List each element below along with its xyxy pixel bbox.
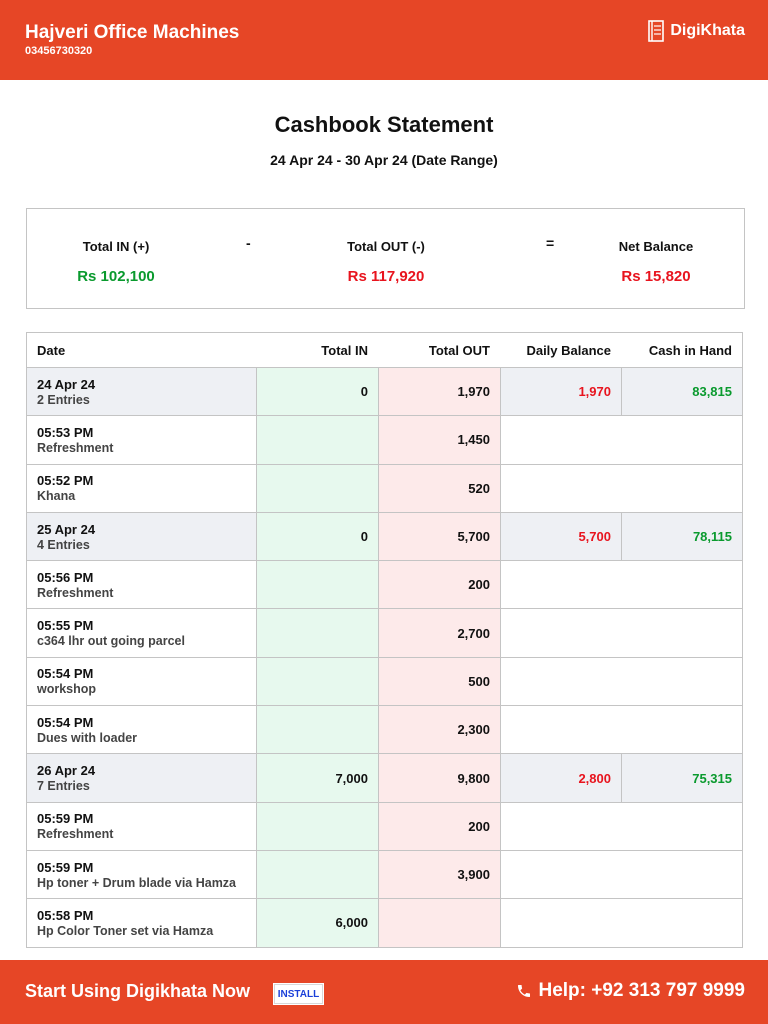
row-date: 24 Apr 24 — [37, 376, 96, 392]
row-description: Hp Color Toner set via Hamza — [37, 923, 214, 938]
row-date: 25 Apr 24 — [37, 521, 96, 537]
row-cash-in-hand — [621, 465, 742, 512]
row-daily-balance: 2,800 — [500, 754, 621, 801]
help-line[interactable] — [516, 980, 745, 1002]
row-total-in — [256, 609, 378, 656]
row-daily-balance: 5,700 — [500, 513, 621, 560]
total-in-value: Rs 102,100 — [77, 268, 155, 285]
row-total-out: 3,900 — [378, 851, 500, 898]
summary-box — [26, 208, 745, 309]
table-row — [27, 415, 742, 463]
row-time: 05:53 PM — [37, 424, 94, 440]
row-description: Refreshment — [37, 440, 114, 455]
row-total-in — [256, 658, 378, 705]
row-date-cell — [27, 416, 256, 463]
header-cash-in-hand: Cash in Hand — [648, 342, 732, 358]
row-total-in — [256, 465, 378, 512]
business-phone: 03456730320 — [25, 45, 93, 57]
row-date-cell — [27, 754, 256, 801]
table-row — [27, 464, 742, 512]
page-header — [0, 0, 768, 80]
row-total-in: 0 — [256, 513, 378, 560]
row-total-in: 7,000 — [256, 754, 378, 801]
equals-symbol: = — [546, 235, 555, 251]
row-time: 05:59 PM — [37, 859, 94, 875]
total-out-label: Total OUT (-) — [347, 239, 425, 254]
day-summary-row — [27, 512, 742, 560]
row-daily-balance — [500, 561, 621, 608]
date-range: 24 Apr 24 - 30 Apr 24 (Date Range) — [270, 152, 498, 168]
day-summary-row — [27, 367, 742, 415]
install-button[interactable]: INSTALL — [273, 983, 324, 1005]
row-cash-in-hand: 75,315 — [621, 754, 742, 801]
row-cash-in-hand — [621, 803, 742, 850]
row-date: 26 Apr 24 — [37, 763, 96, 779]
row-date-cell — [27, 851, 256, 898]
row-total-out — [378, 899, 500, 946]
row-date-cell — [27, 465, 256, 512]
row-time: 05:54 PM — [37, 714, 94, 730]
book-icon — [648, 20, 664, 42]
row-time: 05:59 PM — [37, 811, 94, 827]
row-total-in — [256, 803, 378, 850]
row-cash-in-hand — [621, 561, 742, 608]
row-time: 05:52 PM — [37, 473, 94, 489]
minus-symbol: - — [246, 235, 251, 251]
total-out-value: Rs 117,920 — [347, 268, 425, 285]
table-body — [27, 367, 742, 947]
row-time: 05:55 PM — [37, 618, 94, 634]
header-total-in: Total IN — [321, 342, 368, 358]
row-total-out: 500 — [378, 658, 500, 705]
row-daily-balance — [500, 803, 621, 850]
row-date-cell — [27, 706, 256, 753]
row-total-out: 9,800 — [378, 754, 500, 801]
row-daily-balance — [500, 658, 621, 705]
row-entry-count: 7 Entries — [37, 779, 90, 794]
page-footer — [0, 960, 768, 1024]
row-total-out: 2,700 — [378, 609, 500, 656]
row-time: 05:56 PM — [37, 569, 94, 585]
table-row — [27, 657, 742, 705]
row-daily-balance — [500, 465, 621, 512]
row-total-in: 6,000 — [256, 899, 378, 946]
row-date-cell — [27, 803, 256, 850]
row-total-out: 200 — [378, 803, 500, 850]
row-date-cell — [27, 368, 256, 415]
row-description: Khana — [37, 489, 76, 504]
day-summary-row — [27, 753, 742, 801]
row-daily-balance: 1,970 — [500, 368, 621, 415]
table-row — [27, 705, 742, 753]
row-date-cell — [27, 658, 256, 705]
row-cash-in-hand: 83,815 — [621, 368, 742, 415]
row-cash-in-hand — [621, 658, 742, 705]
header-date: Date — [37, 342, 66, 358]
cta-text: Start Using Digikhata Now — [25, 981, 251, 1001]
row-description: Hp toner + Drum blade via Hamza — [37, 875, 237, 890]
table-header-row — [27, 333, 742, 367]
help-phone-text: Help: +92 313 797 9999 — [538, 980, 745, 1001]
row-description: workshop — [37, 682, 97, 697]
table-row — [27, 608, 742, 656]
row-total-in — [256, 416, 378, 463]
row-total-out: 520 — [378, 465, 500, 512]
row-total-out: 1,450 — [378, 416, 500, 463]
page-title: Cashbook Statement — [274, 112, 494, 137]
brand-name: DigiKhata — [670, 22, 745, 39]
row-total-out: 5,700 — [378, 513, 500, 560]
row-total-out: 1,970 — [378, 368, 500, 415]
row-cash-in-hand — [621, 899, 742, 946]
row-total-out: 2,300 — [378, 706, 500, 753]
row-entry-count: 4 Entries — [37, 537, 90, 552]
header-daily-balance: Daily Balance — [526, 342, 611, 358]
row-time: 05:54 PM — [37, 666, 94, 682]
row-description: c364 lhr out going parcel — [37, 634, 185, 649]
cashbook-table — [26, 332, 743, 948]
row-date-cell — [27, 561, 256, 608]
net-balance-label: Net Balance — [618, 239, 694, 254]
row-daily-balance — [500, 899, 621, 946]
row-date-cell — [27, 609, 256, 656]
brand-logo — [648, 20, 745, 42]
row-date-cell — [27, 899, 256, 946]
row-total-in — [256, 706, 378, 753]
phone-icon — [516, 983, 532, 999]
row-daily-balance — [500, 609, 621, 656]
row-daily-balance — [500, 851, 621, 898]
row-total-in — [256, 851, 378, 898]
table-row — [27, 898, 742, 946]
row-daily-balance — [500, 706, 621, 753]
row-cash-in-hand — [621, 851, 742, 898]
header-total-out: Total OUT — [428, 342, 490, 358]
row-total-out: 200 — [378, 561, 500, 608]
row-description: Refreshment — [37, 585, 114, 600]
row-description: Refreshment — [37, 827, 114, 842]
row-cash-in-hand — [621, 416, 742, 463]
business-name: Hajveri Office Machines — [25, 22, 240, 43]
row-total-in: 0 — [256, 368, 378, 415]
row-cash-in-hand — [621, 609, 742, 656]
table-row — [27, 802, 742, 850]
row-description: Dues with loader — [37, 730, 138, 745]
row-total-in — [256, 561, 378, 608]
table-row — [27, 850, 742, 898]
row-cash-in-hand — [621, 706, 742, 753]
net-balance-value: Rs 15,820 — [621, 268, 691, 285]
row-cash-in-hand: 78,115 — [621, 513, 742, 560]
row-time: 05:58 PM — [37, 907, 94, 923]
row-date-cell — [27, 513, 256, 560]
row-entry-count: 2 Entries — [37, 392, 90, 407]
table-row — [27, 560, 742, 608]
total-in-label: Total IN (+) — [82, 239, 150, 254]
row-daily-balance — [500, 416, 621, 463]
